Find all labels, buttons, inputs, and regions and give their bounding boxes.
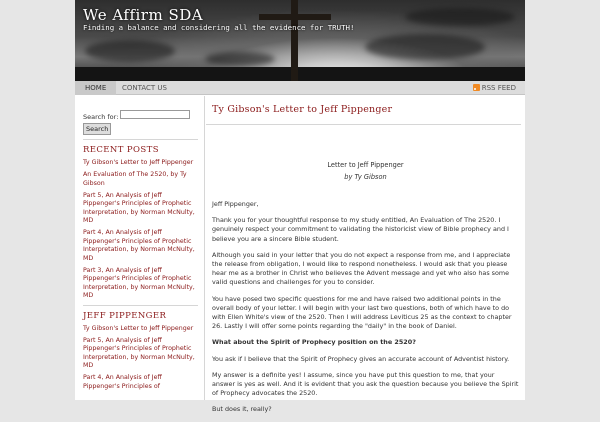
post-paragraph: But does it, really? (212, 405, 272, 414)
column-divider (204, 96, 205, 400)
nav-contact-us[interactable]: CONTACT US (122, 84, 167, 92)
divider (83, 139, 198, 140)
page-wrapper (75, 0, 525, 414)
jeff-pippenger-heading: JEFF PIPPENGER (83, 310, 167, 321)
header-cloud (365, 34, 485, 60)
pippenger-post-link[interactable]: Ty Gibson's Letter to Jeff Pippenger (83, 324, 194, 332)
post-paragraph: You ask if I believe that the Spirit of Prophecy gives an accurate account of Adventist history. (212, 354, 510, 363)
site-header (75, 0, 525, 81)
header-cloud (205, 52, 275, 66)
post-paragraph: Although you said in your letter that you do not expect a response from me, and I appreciate the release from obligation, I would like to respond nonetheless. I would ask that you please hear me as a brother in Christ who believes the Advent message and yet who also has some valid questions and challenges for you to consider. (212, 250, 511, 287)
search-input[interactable] (120, 110, 190, 119)
search-button[interactable]: Search (83, 123, 111, 135)
cross-icon (259, 14, 331, 20)
search-label: Search for: (83, 113, 119, 121)
cross-icon (291, 0, 298, 81)
site-description: Finding a balance and considering all the evidence for TRUTH! (83, 23, 355, 32)
recent-post-link[interactable]: Part 4, An Analysis of Jeff Pippenger's Principles of Prophetic Interpretation, by Norman McNulty, MD (83, 229, 195, 262)
post-paragraph: You have posed two specific questions for me and have raised two additional points in the overall body of your letter. I will begin with your last two questions, both of which have to do with Ellen White's view of the 2520. Then I will address Leviticus 25 as the context to chapter 26. Lastly I will offer some points regarding the "daily" in the book of Daniel. (212, 294, 512, 331)
post-paragraph: My answer is a definite yes! I assume, since you have put this question to me, that your answer is yes as well. And it is evident that you ask the question because you believe the Spirit of Prophecy advocates the 2520. (212, 370, 519, 398)
pippenger-post-link[interactable]: Part 5, An Analysis of Jeff Pippenger's Principles of Prophetic Interpretation, by Norman McNulty, MD (83, 336, 195, 369)
pippenger-post-link[interactable]: Part 4, An Analysis of Jeff Pippenger's Principles of (83, 374, 162, 390)
rss-icon (473, 84, 480, 91)
recent-post-link[interactable]: Part 5, An Analysis of Jeff Pippenger's Principles of Prophetic Interpretation, by Norman McNulty, MD (83, 191, 195, 224)
letter-byline: by Ty Gibson (344, 173, 387, 181)
main-nav (75, 81, 525, 95)
post-content (212, 104, 519, 422)
header-ground (75, 67, 525, 81)
header-cloud (405, 8, 515, 26)
letter-heading: Letter to Jeff Pippenger (327, 161, 404, 169)
site-title[interactable]: We Affirm SDA (83, 6, 204, 24)
letter-greeting: Jeff Pippenger, (212, 200, 259, 208)
recent-post-link[interactable]: An Evaluation of The 2520, by Ty Gibson (83, 171, 187, 187)
recent-post-link[interactable]: Ty Gibson's Letter to Jeff Pippenger (83, 159, 194, 166)
header-cloud (85, 40, 175, 62)
recent-posts-heading: RECENT POSTS (83, 145, 159, 155)
recent-post-link[interactable]: Part 3, An Analysis of Jeff Pippenger's Principles of Prophetic Interpretation, by Norman McNulty, MD (83, 266, 195, 299)
search-form (83, 104, 198, 121)
nav-home[interactable]: HOME (75, 81, 116, 95)
sidebar (83, 104, 198, 395)
post-paragraph: Thank you for your thoughtful response to my study entitled, An Evaluation of The 2520. I genuinely respect your commitment to validating the historicist view of Bible prophecy and I believe you are a sincere Bible student. (212, 216, 509, 243)
rss-feed-link[interactable] (473, 81, 516, 95)
post-subheading: What about the Spirit of Prophecy position on the 2520? (212, 338, 416, 347)
rss-feed-label: RSS FEED (481, 84, 516, 92)
post-title[interactable]: Ty Gibson's Letter to Jeff Pippenger (212, 104, 393, 115)
divider (83, 305, 198, 306)
